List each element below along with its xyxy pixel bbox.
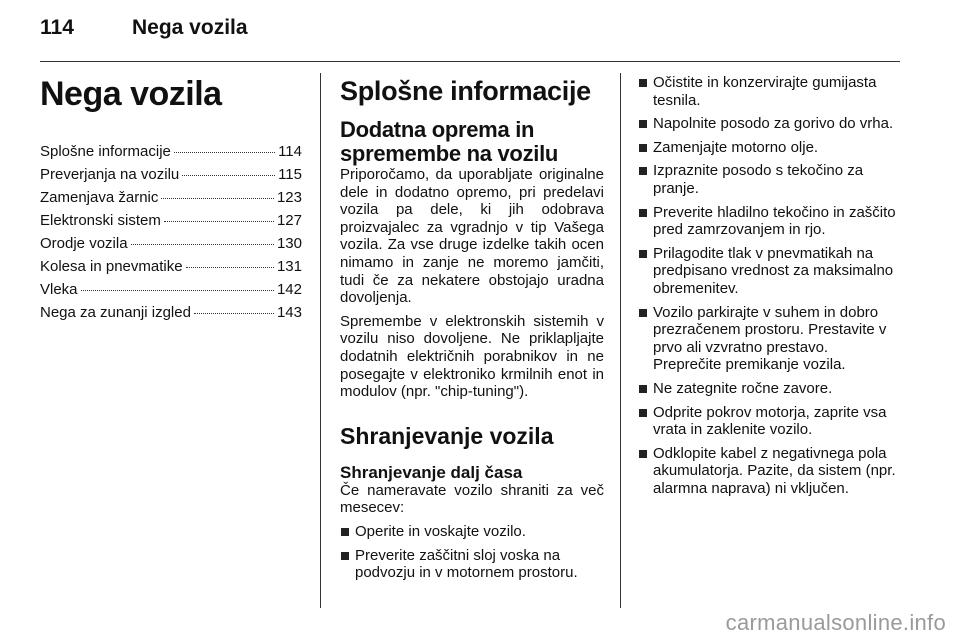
toc-entry-title[interactable]: Elektronski sistem <box>40 212 161 229</box>
page-header <box>40 12 248 44</box>
list-item <box>638 139 900 157</box>
toc-entry-title[interactable]: Vleka <box>40 281 78 298</box>
bullet-square-icon <box>639 250 647 258</box>
bullet-list <box>638 74 900 497</box>
toc-entry-title[interactable]: Preverjanja na vozilu <box>40 166 180 183</box>
list-item-text: Preverite hladilno tekočino in zaščito pred zamrzovanjem in rjo. <box>653 203 896 239</box>
paragraph: Če nameravate vozilo shraniti za več mesecev: <box>340 481 604 517</box>
toc-entry-title[interactable]: Kolesa in pnevmatike <box>40 258 183 275</box>
toc-entry[interactable] <box>40 163 302 186</box>
list-item-text: Izpraznite posodo s tekočino za pranje. <box>653 162 864 197</box>
toc-entry[interactable] <box>40 209 302 232</box>
toc-entry-title[interactable]: Zamenjava žarnic <box>40 189 159 206</box>
bullet-square-icon <box>341 552 349 560</box>
bullet-list <box>340 523 604 582</box>
list-item-text: Zamenjajte motorno olje. <box>653 138 819 156</box>
toc-leader <box>81 290 274 291</box>
toc-entry[interactable] <box>40 255 302 278</box>
bullet-square-icon <box>341 528 349 536</box>
chapter-heading: Nega vozila <box>40 75 222 113</box>
list-item <box>638 115 900 133</box>
section-heading: Splošne informacije <box>340 76 591 106</box>
column-divider-2 <box>620 73 621 608</box>
bullet-square-icon <box>639 144 647 152</box>
list-item-text: Prilagodite tlak v pnevmatikah na predpisano vrednost za maksimalno obremenitev. <box>653 244 894 297</box>
list-item <box>638 245 900 298</box>
toc-leader <box>194 313 274 314</box>
bullet-square-icon <box>639 167 647 175</box>
right-column <box>638 74 900 497</box>
list-item <box>340 523 604 541</box>
section-heading: Shranjevanje vozila <box>340 422 554 449</box>
list-item <box>638 445 900 498</box>
subsection-heading: Dodatna oprema in spremembe na vozilu <box>340 117 559 166</box>
paragraph: Spremembe v elektronskih sistemih v vozilu niso dovoljene. Ne priklapljajte dodatnih električnih porabnikov in ne posegajte v elektroniko krmilnih enot in modulov (npr. "chip-tuning"). <box>340 312 604 401</box>
toc-leader <box>164 221 274 222</box>
bullet-square-icon <box>639 209 647 217</box>
toc-entry[interactable] <box>40 186 302 209</box>
chapter-title: Nega vozila <box>132 16 248 39</box>
list-item-text: Očistite in konzervirajte gumijasta tesnila. <box>653 74 877 109</box>
bullet-square-icon <box>639 450 647 458</box>
toc-entry-title[interactable]: Orodje vozila <box>40 235 128 252</box>
list-item-text: Odklopite kabel z negativnega pola akumulatorja. Pazite, da sistem (npr. alarmna naprava) ni vključen. <box>653 444 896 497</box>
page-number: 114 <box>40 16 74 39</box>
paragraph: Priporočamo, da uporabljate originalne dele in dodatno opremo, pri predelavi vozila pa dele, ki jih odobrava proizvajalec za vgradnjo v tip Vašega vozila. Za vse druge izdelke takih ocen nimamo in zanje ne moremo jamčiti, tudi če za nekatere obstojajo uradna dovoljenja. <box>340 166 604 307</box>
toc-entry[interactable] <box>40 140 302 163</box>
list-item <box>340 547 604 582</box>
bullet-square-icon <box>639 309 647 317</box>
list-item-text: Vozilo parkirajte v suhem in dobro prezračenem prostoru. Prestavite v prvo ali vzvratno prestavo. Preprečite premikanje vozila. <box>653 303 887 374</box>
toc-entry-page: 131 <box>276 258 302 275</box>
list-item <box>638 380 900 398</box>
minor-heading: Shranjevanje dalj časa <box>340 462 523 482</box>
toc-entry[interactable] <box>40 278 302 301</box>
toc-entry[interactable] <box>40 232 302 255</box>
bullet-square-icon <box>639 120 647 128</box>
toc-entry-page: 142 <box>276 281 302 298</box>
bullet-square-icon <box>639 79 647 87</box>
list-item-text: Operite in voskajte vozilo. <box>355 522 526 540</box>
toc-entry-page: 114 <box>278 143 302 160</box>
watermark: carmanualsonline.info <box>725 610 946 635</box>
table-of-contents <box>40 140 302 324</box>
middle-column <box>340 74 604 582</box>
toc-entry-page: 143 <box>276 304 302 321</box>
bullet-square-icon <box>639 409 647 417</box>
list-item <box>638 204 900 239</box>
list-item-text: Ne zategnite ročne zavore. <box>653 379 833 397</box>
column-divider-1 <box>320 73 321 608</box>
toc-leader <box>161 198 274 199</box>
toc-entry-page: 130 <box>276 235 302 252</box>
toc-leader <box>186 267 274 268</box>
list-item-text: Napolnite posodo za gorivo do vrha. <box>653 115 894 133</box>
list-item <box>638 162 900 197</box>
list-item-text: Odprite pokrov motorja, zaprite vsa vrata in zaklenite vozilo. <box>653 403 887 439</box>
toc-column <box>40 74 302 324</box>
toc-entry-page: 127 <box>276 212 302 229</box>
list-item <box>638 404 900 439</box>
toc-entry-page: 123 <box>276 189 302 206</box>
list-item-text: Preverite zaščitni sloj voska na podvozju in v motornem prostoru. <box>355 546 578 582</box>
toc-leader <box>174 152 275 153</box>
toc-leader <box>182 175 275 176</box>
header-divider <box>40 61 900 62</box>
list-item <box>638 74 900 109</box>
bullet-square-icon <box>639 385 647 393</box>
toc-leader <box>131 244 274 245</box>
list-item <box>638 304 900 374</box>
toc-entry-title[interactable]: Nega za zunanji izgled <box>40 304 191 321</box>
toc-entry-page: 115 <box>278 166 302 183</box>
toc-entry[interactable] <box>40 301 302 324</box>
toc-entry-title[interactable]: Splošne informacije <box>40 143 171 160</box>
